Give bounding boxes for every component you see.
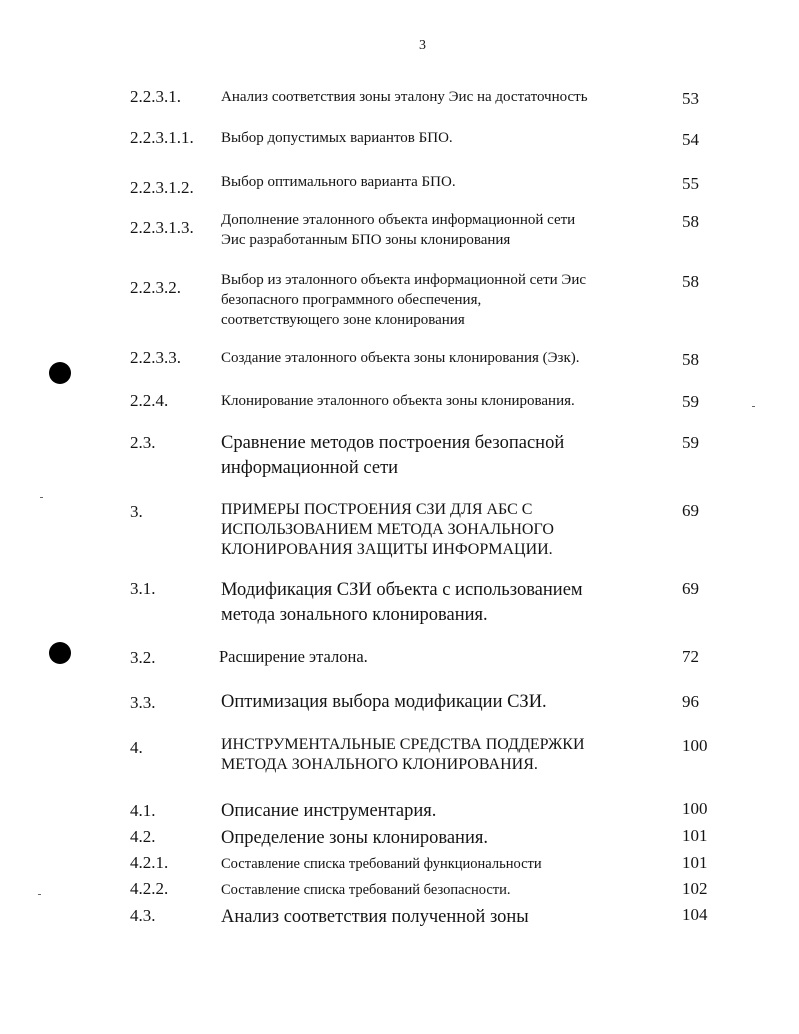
toc-entry-page: 69 (682, 501, 699, 520)
toc-entry-number: 2.2.4. (130, 391, 169, 410)
scan-speck (752, 406, 755, 407)
toc-entry-title: Создание эталонного объекта зоны клонирования (Эзк). (221, 350, 580, 366)
toc-entry-title: Выбор из эталонного объекта информационной сети Эис безопасного программного обеспечения, соответствующего зоне клонирования (221, 272, 587, 328)
toc-entry-number: 4.2. (130, 827, 156, 846)
toc-entry-title: Анализ соответствия полученной зоны (221, 907, 529, 927)
toc-entry-page: 54 (682, 130, 699, 149)
toc-entry-number: 4.2.1. (130, 853, 169, 872)
toc-entry-title: Выбор допустимых вариантов БПО. (221, 130, 453, 146)
toc-entry-title: Оптимизация выбора модификации СЗИ. (221, 692, 547, 712)
toc-entry-page: 58 (682, 350, 699, 369)
punch-hole (49, 642, 71, 664)
toc-entry-title: Составление списка требований безопасности. (221, 882, 511, 898)
toc-entry-number: 3. (130, 502, 143, 521)
toc-entry-page: 69 (682, 579, 699, 598)
toc-entry-number: 3.3. (130, 693, 156, 712)
toc-entry-page: 55 (682, 174, 699, 193)
toc-entry-title: ПРИМЕРЫ ПОСТРОЕНИЯ СЗИ ДЛЯ АБС С ИСПОЛЬЗОВАНИЕМ МЕТОДА ЗОНАЛЬНОГО КЛОНИРОВАНИЯ ЗАЩИТЫ ИНФОРМАЦИИ. (221, 501, 554, 558)
toc-entry-page: 53 (682, 89, 699, 108)
toc-entry-title: Выбор оптимального варианта БПО. (221, 174, 456, 190)
toc-entry-number: 4.1. (130, 801, 156, 820)
toc-entry-page: 102 (682, 879, 708, 898)
toc-entry-number: 2.2.3.1.3. (130, 218, 194, 237)
toc-entry-number: 2.2.3.1. (130, 87, 181, 106)
toc-entry-title: Расширение эталона. (219, 647, 368, 666)
toc-entry-page: 104 (682, 905, 708, 924)
toc-entry-title: Модификация СЗИ объекта с использованием метода зонального клонирования. (221, 580, 583, 625)
toc-entry-title: Описание инструментария. (221, 801, 437, 821)
toc-entry-title: Сравнение методов построения безопасной информационной сети (221, 433, 565, 478)
toc-entry-page: 58 (682, 272, 699, 291)
toc-entry-page: 59 (682, 433, 699, 452)
toc-entry-number: 4. (130, 738, 143, 757)
toc-entry-title: Составление списка требований функциональности (221, 856, 542, 872)
toc-entry-page: 58 (682, 212, 699, 231)
toc-entry-page: 101 (682, 853, 708, 872)
toc-entry-number: 2.2.3.1.2. (130, 178, 194, 197)
toc-entry-number: 3.1. (130, 579, 156, 598)
toc-entry-page: 72 (682, 647, 699, 666)
toc-entry-title: Клонирование эталонного объекта зоны клонирования. (221, 393, 575, 409)
scan-speck (40, 497, 43, 498)
toc-entry-number: 2.2.3.2. (130, 278, 181, 297)
toc-entry-title: Дополнение эталонного объекта информационной сети Эис разработанным БПО зоны клонирования (221, 212, 576, 248)
scan-speck (38, 894, 41, 895)
toc-entry-title: Определение зоны клонирования. (221, 828, 488, 848)
toc-entry-number: 2.3. (130, 433, 156, 452)
page-number: 3 (419, 38, 426, 53)
punch-hole (49, 362, 71, 384)
toc-entry-page: 59 (682, 392, 699, 411)
toc-entry-page: 100 (682, 799, 708, 818)
toc-entry-page: 96 (682, 692, 699, 711)
toc-entry-number: 2.2.3.3. (130, 348, 181, 367)
toc-entry-number: 2.2.3.1.1. (130, 128, 194, 147)
toc-entry-number: 3.2. (130, 648, 156, 667)
toc-entry-number: 4.3. (130, 906, 156, 925)
toc-entry-title: ИНСТРУМЕНТАЛЬНЫЕ СРЕДСТВА ПОДДЕРЖКИ МЕТОДА ЗОНАЛЬНОГО КЛОНИРОВАНИЯ. (221, 736, 585, 773)
toc-entry-title: Анализ соответствия зоны эталону Эис на достаточность (221, 89, 588, 105)
toc-entry-number: 4.2.2. (130, 879, 169, 898)
toc-entry-page: 101 (682, 826, 708, 845)
toc-entry-page: 100 (682, 736, 708, 755)
